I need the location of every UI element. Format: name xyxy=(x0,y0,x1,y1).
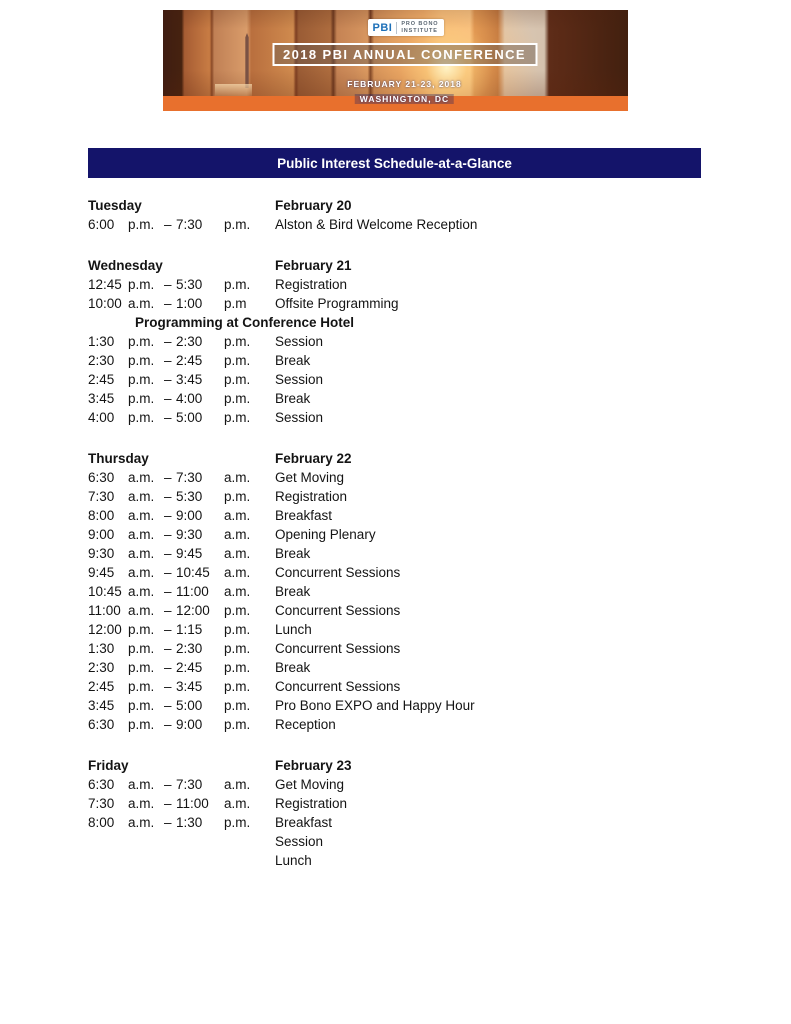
time-dash: – xyxy=(164,527,172,542)
section-title: Public Interest Schedule-at-a-Glance xyxy=(277,155,512,171)
schedule-row xyxy=(88,775,728,794)
time-dash: – xyxy=(164,410,172,425)
end-time: 1:30 xyxy=(176,815,203,830)
schedule-row xyxy=(88,696,728,715)
time-dash: – xyxy=(164,277,172,292)
start-time: 6:30 xyxy=(88,717,115,732)
time-dash: – xyxy=(164,777,172,792)
schedule-row xyxy=(88,620,728,639)
schedule-row xyxy=(88,294,728,313)
time-range xyxy=(88,639,275,658)
pbi-logo-divider xyxy=(396,22,397,34)
start-period: p.m. xyxy=(128,679,155,694)
time-dash: – xyxy=(164,698,172,713)
time-dash: – xyxy=(164,603,172,618)
day-name: Wednesday xyxy=(88,258,163,273)
time-range xyxy=(88,506,275,525)
start-time: 4:00 xyxy=(88,410,115,425)
time-range xyxy=(88,696,275,715)
section-title-bar xyxy=(88,148,701,178)
conference-dates: FEBRUARY 21-23, 2018 xyxy=(347,79,462,89)
schedule-row xyxy=(88,851,728,870)
time-dash xyxy=(164,851,176,870)
start-time: 11:00 xyxy=(88,603,121,618)
start-time: 6:30 xyxy=(88,470,115,485)
time-dash xyxy=(164,832,176,851)
day-date: February 21 xyxy=(275,258,352,273)
end-period xyxy=(224,851,275,870)
start-period: a.m. xyxy=(128,565,155,580)
start-period xyxy=(128,851,164,870)
time-range xyxy=(88,775,275,794)
time-dash: – xyxy=(164,372,172,387)
day-name: Thursday xyxy=(88,451,149,466)
event-name: Breakfast xyxy=(275,815,333,830)
schedule-row xyxy=(88,813,728,832)
start-time: 1:30 xyxy=(88,641,115,656)
start-period: a.m. xyxy=(128,489,155,504)
time-dash: – xyxy=(164,641,172,656)
event-name: Concurrent Sessions xyxy=(275,565,401,580)
end-time xyxy=(176,832,224,851)
time-range xyxy=(88,215,275,234)
event-name: Lunch xyxy=(275,622,312,637)
start-time: 2:45 xyxy=(88,372,115,387)
time-range xyxy=(88,351,275,370)
end-period: p.m. xyxy=(224,679,251,694)
day-date: February 22 xyxy=(275,451,352,466)
end-period: a.m. xyxy=(224,796,251,811)
start-time: 9:00 xyxy=(88,527,115,542)
event-name: Session xyxy=(275,334,324,349)
day-section xyxy=(88,449,728,734)
day-section xyxy=(88,256,728,427)
end-time: 2:30 xyxy=(176,334,203,349)
schedule-row xyxy=(88,408,728,427)
schedule-row xyxy=(88,525,728,544)
start-period: p.m. xyxy=(128,622,155,637)
start-time: 6:30 xyxy=(88,777,115,792)
start-period: a.m. xyxy=(128,546,155,561)
schedule-row xyxy=(88,468,728,487)
day-rows xyxy=(88,468,728,734)
time-range xyxy=(88,294,275,313)
end-time: 9:45 xyxy=(176,546,203,561)
day-name: Friday xyxy=(88,758,129,773)
start-time xyxy=(88,832,128,851)
end-period: p.m. xyxy=(224,641,251,656)
end-time: 12:00 xyxy=(176,603,210,618)
start-time: 7:30 xyxy=(88,796,115,811)
start-period: p.m. xyxy=(128,334,155,349)
time-range xyxy=(88,408,275,427)
event-name: Concurrent Sessions xyxy=(275,603,401,618)
schedule-row xyxy=(88,215,728,234)
end-period: p.m. xyxy=(224,410,251,425)
schedule-row xyxy=(88,563,728,582)
schedule xyxy=(88,196,728,892)
time-dash: – xyxy=(164,470,172,485)
time-dash: – xyxy=(164,217,172,232)
event-name: Opening Plenary xyxy=(275,527,376,542)
start-time: 9:45 xyxy=(88,565,115,580)
time-range xyxy=(88,851,275,870)
schedule-row xyxy=(88,582,728,601)
conference-banner xyxy=(163,10,628,111)
event-name: Break xyxy=(275,391,311,406)
end-time xyxy=(176,851,224,870)
banner-photo xyxy=(163,10,628,104)
time-dash: – xyxy=(164,391,172,406)
end-time: 9:30 xyxy=(176,527,203,542)
end-period: p.m. xyxy=(224,698,251,713)
time-dash: – xyxy=(164,334,172,349)
day-header-row xyxy=(88,756,728,775)
schedule-row xyxy=(88,677,728,696)
conference-title: 2018 PBI ANNUAL CONFERENCE xyxy=(272,43,537,66)
start-period: a.m. xyxy=(128,603,155,618)
time-dash: – xyxy=(164,796,172,811)
schedule-row xyxy=(88,544,728,563)
time-dash: – xyxy=(164,584,172,599)
time-range xyxy=(88,601,275,620)
schedule-row xyxy=(88,832,728,851)
time-dash: – xyxy=(164,546,172,561)
event-name: Concurrent Sessions xyxy=(275,641,401,656)
end-time: 11:00 xyxy=(176,584,209,599)
start-period: a.m. xyxy=(128,508,155,523)
event-name: Get Moving xyxy=(275,777,345,792)
day-rows xyxy=(88,215,728,234)
time-range xyxy=(88,658,275,677)
end-time: 2:45 xyxy=(176,660,203,675)
schedule-row xyxy=(88,275,728,294)
pbi-logo xyxy=(368,19,444,36)
event-name: Concurrent Sessions xyxy=(275,679,401,694)
pbi-logo-abbr: PBI xyxy=(372,21,393,34)
time-range xyxy=(88,563,275,582)
start-time: 3:45 xyxy=(88,698,115,713)
day-date: February 20 xyxy=(275,198,352,213)
end-period: p.m. xyxy=(224,489,251,504)
day-header-row xyxy=(88,196,728,215)
start-time: 12:00 xyxy=(88,622,122,637)
end-period: p.m. xyxy=(224,372,251,387)
time-dash: – xyxy=(164,660,172,675)
end-period: p.m xyxy=(224,296,247,311)
end-time: 7:30 xyxy=(176,217,203,232)
start-time: 8:00 xyxy=(88,508,115,523)
start-period: p.m. xyxy=(128,410,155,425)
day-header-row xyxy=(88,256,728,275)
start-time: 8:00 xyxy=(88,815,115,830)
event-name: Breakfast xyxy=(275,508,333,523)
schedule-row xyxy=(88,715,728,734)
end-period: p.m. xyxy=(224,217,251,232)
start-period: p.m. xyxy=(128,217,155,232)
end-period: a.m. xyxy=(224,470,251,485)
start-time: 1:30 xyxy=(88,334,115,349)
end-period: p.m. xyxy=(224,277,251,292)
event-name: Offsite Programming xyxy=(275,296,399,311)
end-time: 9:00 xyxy=(176,717,203,732)
time-dash: – xyxy=(164,353,172,368)
end-time: 5:00 xyxy=(176,410,203,425)
end-period: a.m. xyxy=(224,527,251,542)
day-rows xyxy=(88,775,728,870)
event-name: Reception xyxy=(275,717,336,732)
event-name: Break xyxy=(275,660,311,675)
schedule-row xyxy=(88,639,728,658)
start-period: p.m. xyxy=(128,717,155,732)
pbi-logo-name-line2: INSTITUTE xyxy=(401,27,438,34)
day-name: Tuesday xyxy=(88,198,142,213)
time-dash: – xyxy=(164,508,172,523)
end-time: 2:45 xyxy=(176,353,203,368)
end-period: p.m. xyxy=(224,334,251,349)
end-period: a.m. xyxy=(224,565,251,580)
end-period: a.m. xyxy=(224,546,251,561)
time-range xyxy=(88,677,275,696)
event-name: Session xyxy=(275,372,324,387)
event-name: Break xyxy=(275,584,311,599)
schedule-row xyxy=(88,487,728,506)
schedule-row xyxy=(88,658,728,677)
time-range xyxy=(88,487,275,506)
day-rows xyxy=(88,275,728,427)
time-range xyxy=(88,813,275,832)
schedule-row xyxy=(88,351,728,370)
end-time: 11:00 xyxy=(176,796,209,811)
time-range xyxy=(88,370,275,389)
time-range xyxy=(88,582,275,601)
end-time: 2:30 xyxy=(176,641,203,656)
start-period: p.m. xyxy=(128,698,155,713)
event-name: Pro Bono EXPO and Happy Hour xyxy=(275,698,475,713)
end-period: p.m. xyxy=(224,353,251,368)
time-range xyxy=(88,794,275,813)
event-name: Registration xyxy=(275,796,348,811)
event-name: Break xyxy=(275,353,311,368)
time-range xyxy=(88,544,275,563)
event-name: Break xyxy=(275,546,311,561)
end-period: p.m. xyxy=(224,391,251,406)
day-header-row xyxy=(88,449,728,468)
day-date: February 23 xyxy=(275,758,352,773)
start-period: a.m. xyxy=(128,584,155,599)
day-section xyxy=(88,196,728,234)
time-range xyxy=(88,468,275,487)
time-dash: – xyxy=(164,489,172,504)
end-period: p.m. xyxy=(224,815,251,830)
event-name: Alston & Bird Welcome Reception xyxy=(275,217,478,232)
end-period: p.m. xyxy=(224,603,251,618)
pbi-logo-name-line1: PRO BONO xyxy=(401,21,439,27)
start-time: 2:30 xyxy=(88,353,115,368)
start-period: p.m. xyxy=(128,660,155,675)
start-time: 2:45 xyxy=(88,679,115,694)
start-period: a.m. xyxy=(128,296,155,311)
event-name: Registration xyxy=(275,489,348,504)
end-period: p.m. xyxy=(224,660,251,675)
time-range xyxy=(88,525,275,544)
time-dash: – xyxy=(164,815,172,830)
day-section xyxy=(88,756,728,870)
pbi-logo-name xyxy=(401,21,438,34)
event-name: Get Moving xyxy=(275,470,345,485)
schedule-row xyxy=(88,506,728,525)
end-time: 1:00 xyxy=(176,296,203,311)
start-period: p.m. xyxy=(128,353,155,368)
start-period: p.m. xyxy=(128,372,155,387)
end-period: p.m. xyxy=(224,717,251,732)
end-time: 7:30 xyxy=(176,777,203,792)
end-time: 3:45 xyxy=(176,372,203,387)
start-period: a.m. xyxy=(128,470,155,485)
time-range xyxy=(88,389,275,408)
conference-dates-block xyxy=(347,79,462,107)
time-dash: – xyxy=(164,622,172,637)
time-range xyxy=(88,275,275,294)
schedule-row xyxy=(88,601,728,620)
time-dash: – xyxy=(164,679,172,694)
end-time: 9:00 xyxy=(176,508,203,523)
end-time: 10:45 xyxy=(176,565,210,580)
start-time: 7:30 xyxy=(88,489,115,504)
start-time: 9:30 xyxy=(88,546,115,561)
reflecting-pool xyxy=(215,84,252,96)
start-period: p.m. xyxy=(128,277,155,292)
start-period xyxy=(128,832,164,851)
start-time: 12:45 xyxy=(88,277,122,292)
end-period: a.m. xyxy=(224,508,251,523)
start-period: a.m. xyxy=(128,527,155,542)
end-time: 5:30 xyxy=(176,489,203,504)
time-range xyxy=(88,620,275,639)
conference-location: WASHINGTON, DC xyxy=(355,94,454,104)
washington-monument-silhouette xyxy=(244,33,250,88)
start-time: 10:45 xyxy=(88,584,122,599)
time-range xyxy=(88,832,275,851)
start-period: a.m. xyxy=(128,777,155,792)
end-time: 5:00 xyxy=(176,698,203,713)
schedule-subheading: Programming at Conference Hotel xyxy=(135,315,355,330)
end-time: 1:15 xyxy=(176,622,203,637)
start-time: 3:45 xyxy=(88,391,115,406)
end-period: a.m. xyxy=(224,584,251,599)
end-time: 5:30 xyxy=(176,277,203,292)
schedule-row xyxy=(88,794,728,813)
start-time: 10:00 xyxy=(88,296,122,311)
schedule-row xyxy=(88,389,728,408)
end-time: 7:30 xyxy=(176,470,203,485)
end-period: a.m. xyxy=(224,777,251,792)
end-time: 4:00 xyxy=(176,391,203,406)
time-dash: – xyxy=(164,296,172,311)
end-period: p.m. xyxy=(224,622,251,637)
event-name: Registration xyxy=(275,277,348,292)
start-time: 6:00 xyxy=(88,217,115,232)
event-name: Session xyxy=(275,834,324,849)
start-period: p.m. xyxy=(128,391,155,406)
time-dash: – xyxy=(164,565,172,580)
start-period: a.m. xyxy=(128,796,155,811)
start-period: p.m. xyxy=(128,641,155,656)
start-period: a.m. xyxy=(128,815,155,830)
start-time: 2:30 xyxy=(88,660,115,675)
schedule-row xyxy=(88,332,728,351)
time-dash: – xyxy=(164,717,172,732)
end-time: 3:45 xyxy=(176,679,203,694)
event-name: Session xyxy=(275,410,324,425)
event-name: Lunch xyxy=(275,853,312,868)
time-range xyxy=(88,715,275,734)
schedule-row xyxy=(88,370,728,389)
time-range xyxy=(88,332,275,351)
end-period xyxy=(224,832,275,851)
start-time xyxy=(88,851,128,870)
